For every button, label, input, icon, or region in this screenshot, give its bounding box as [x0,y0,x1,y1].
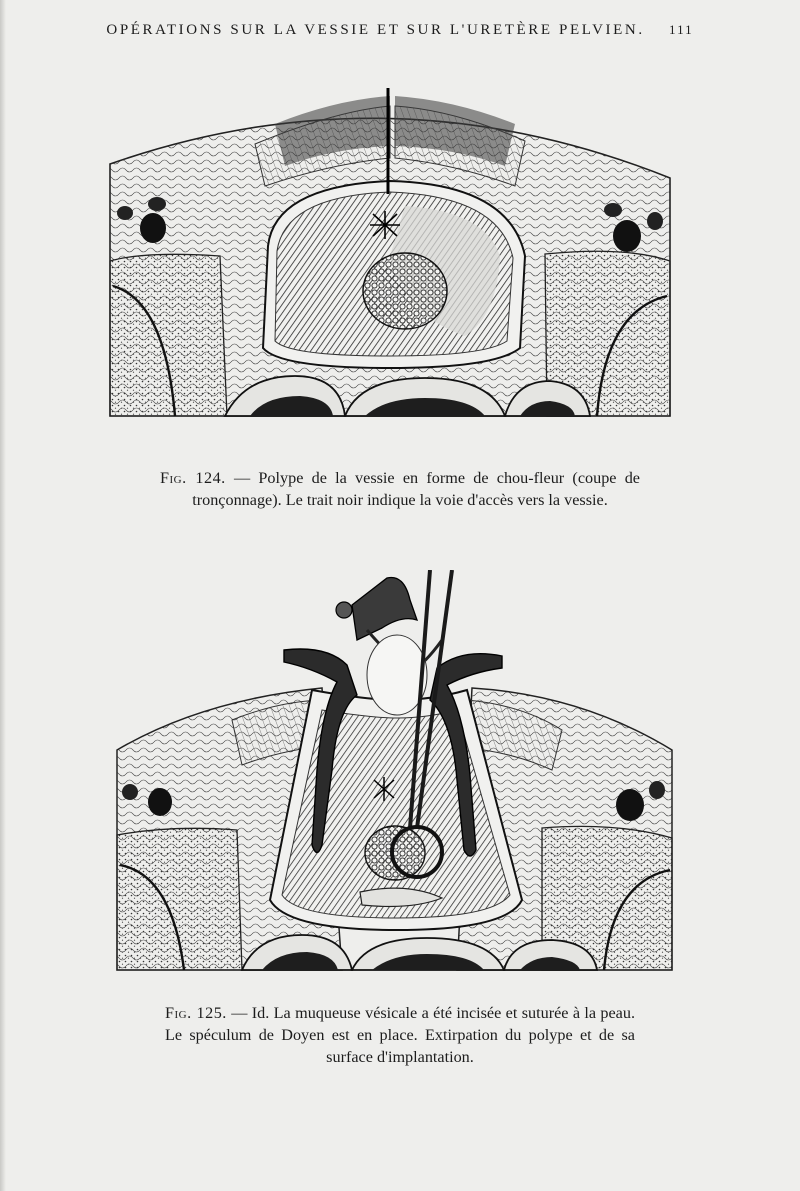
page-edge [0,0,6,1191]
running-header-title: OPÉRATIONS SUR LA VESSIE ET SUR L'URETÈRE PELVIEN. [106,22,645,38]
figure-124-illustration [105,86,675,436]
figure-125-illustration [112,570,677,975]
page-number: 111 [669,22,694,37]
figure-125-caption [165,1002,635,1068]
figure-124-label: Fig. 124. [160,469,226,488]
figure-125-caption-text: — Id. La muqueuse vésicale a été incisée et suturée à la peau. Le spéculum de Doyen est en place. Extirpation du polype et de sa surface d'implantation. [165,1004,636,1067]
figure-124-caption-text: — Polype de la vessie en forme de chou-fleur (coupe de tronçonnage). Le trait noir indique la voie d'accès vers la vessie. [192,469,640,510]
figure-124-caption [160,467,640,511]
running-header [0,22,800,39]
figure-125-label: Fig. 125. [165,1004,227,1023]
